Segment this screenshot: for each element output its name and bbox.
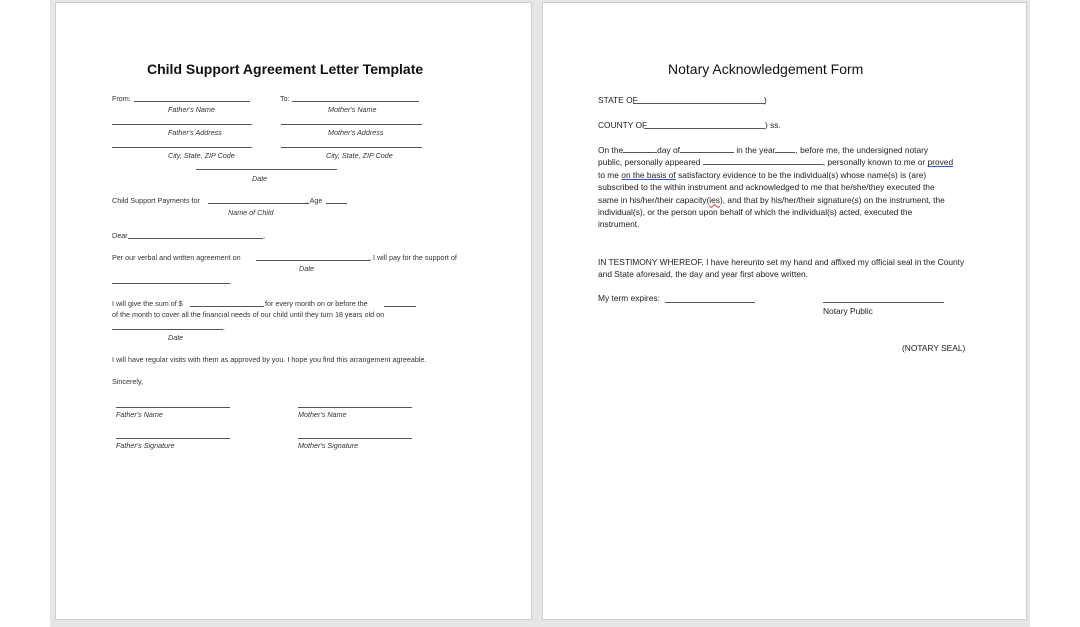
- from-label: From:: [112, 94, 131, 103]
- notary-seal-label: (NOTARY SEAL): [902, 343, 966, 353]
- turn-18-date-line: [112, 329, 223, 330]
- child-name-line: [208, 203, 309, 204]
- dear-line: [128, 238, 263, 239]
- sincerely-text: Sincerely,: [112, 377, 144, 386]
- turn-18-date-caption: Date: [168, 333, 184, 342]
- age-line: [326, 203, 347, 204]
- on-basis-of-text: on the basis of: [621, 169, 676, 180]
- mothers-name-caption: Mother's Name: [328, 105, 377, 114]
- in-the-year-text: in the year: [736, 145, 776, 155]
- fathers-name-sign-line: [116, 407, 230, 408]
- acknowledgement-paragraph: [598, 144, 968, 231]
- document-viewport: [50, 0, 1030, 627]
- county-of-label: COUNTY OF: [598, 120, 648, 130]
- notary-acknowledgement-page: [542, 2, 1027, 620]
- capacity-text: same in his/her/their capacity(: [598, 194, 710, 205]
- day-blank: [623, 144, 657, 153]
- every-month-text: for every month on or before the: [265, 299, 368, 308]
- day-of-text: day of: [657, 145, 680, 155]
- testimony-line-2: and State aforesaid, the day and year first above written.: [598, 269, 808, 280]
- per-agreement-text: Per our verbal and written agreement on: [112, 253, 241, 262]
- page-title: Child Support Agreement Letter Template: [147, 61, 424, 77]
- testimony-paragraph: [598, 256, 978, 281]
- regular-visits-text: I will have regular visits with them as approved by you. I hope you find this arrangement agreeable.: [112, 355, 427, 364]
- name-of-child-caption: Name of Child: [228, 208, 274, 217]
- notary-public-label: Notary Public: [823, 306, 873, 316]
- fathers-signature-line: [116, 438, 230, 439]
- turn-18-period: .: [223, 323, 225, 332]
- mothers-name-label: Mother's Name: [298, 410, 347, 419]
- support-period: .: [230, 277, 232, 286]
- will-pay-text: , I will pay for the support of: [369, 253, 457, 262]
- agreement-date-line: [256, 260, 370, 261]
- dear-comma: ,: [263, 231, 265, 240]
- date-line: [196, 169, 337, 170]
- fathers-address-caption: Father's Address: [168, 128, 222, 137]
- state-of-label: STATE OF: [598, 95, 638, 105]
- notary-signature-line: [823, 302, 944, 303]
- state-line: [633, 103, 765, 104]
- child-support-letter-page: [55, 2, 532, 620]
- to-line: [292, 101, 419, 102]
- mothers-city-caption: City, State, ZIP Code: [326, 151, 393, 160]
- testimony-line-1: IN TESTIMONY WHEREOF, I have hereunto set my hand and affixed my official seal in the County: [598, 257, 965, 267]
- fathers-city-line: [112, 147, 252, 148]
- on-the-text: On the: [598, 145, 624, 155]
- ss-text: ) ss.: [765, 120, 781, 130]
- signature-text: ), and that by his/her/their signature(s) on the instrument, the: [719, 194, 945, 205]
- fathers-address-line: [112, 124, 252, 125]
- term-expires-label: My term expires:: [598, 293, 660, 303]
- from-line: [134, 101, 250, 102]
- proved-text: proved: [927, 157, 954, 168]
- personally-known-text: , personally known to me or: [822, 157, 926, 168]
- support-of-line: [112, 283, 230, 284]
- give-sum-text: I will give the sum of $: [112, 299, 183, 308]
- state-bracket: ): [764, 95, 767, 105]
- agreement-date-caption: Date: [299, 264, 315, 273]
- appeared-name-blank: [703, 156, 823, 165]
- mothers-signature-label: Mother's Signature: [298, 441, 359, 450]
- fathers-signature-label: Father's Signature: [116, 441, 175, 450]
- mothers-address-line: [281, 124, 422, 125]
- instrument-text: instrument.: [598, 219, 640, 230]
- before-me-text: , before me, the undersigned notary: [795, 145, 929, 155]
- satisfactory-evidence-text: satisfactory evidence to be the individual(s) whose name(s) is (are): [678, 169, 927, 180]
- age-label: , Age: [306, 196, 323, 205]
- payments-for-label: Child Support Payments for: [112, 196, 200, 205]
- year-blank: [775, 144, 795, 153]
- to-label: To:: [280, 94, 290, 103]
- day-of-month-line: [384, 306, 416, 307]
- mothers-signature-line: [298, 438, 412, 439]
- mothers-name-sign-line: [298, 407, 412, 408]
- month-blank: [680, 144, 734, 153]
- sum-line: [190, 306, 264, 307]
- date-caption: Date: [252, 174, 268, 183]
- term-expires-line: [665, 302, 755, 303]
- page-title: Notary Acknowledgement Form: [668, 61, 864, 77]
- cover-needs-text: of the month to cover all the financial needs of our child until they turn 18 years old on: [112, 310, 385, 319]
- mothers-address-caption: Mother's Address: [328, 128, 384, 137]
- mothers-city-line: [281, 147, 422, 148]
- subscribed-text: subscribed to the within instrument and acknowledged to me that he/she/they executed the: [598, 182, 935, 193]
- fathers-city-caption: City, State, ZIP Code: [168, 151, 235, 160]
- personally-appeared-text: public, personally appeared: [598, 157, 701, 168]
- individuals-text: individual(s), or the person upon behalf of which the individual(s) acted, executed the: [598, 207, 913, 218]
- capacity-ies-text: ies: [709, 194, 720, 205]
- to-me-text: to me: [598, 169, 619, 180]
- fathers-name-caption: Father's Name: [168, 105, 215, 114]
- county-line: [644, 128, 765, 129]
- fathers-name-label: Father's Name: [116, 410, 163, 419]
- dear-label: Dear: [112, 231, 128, 240]
